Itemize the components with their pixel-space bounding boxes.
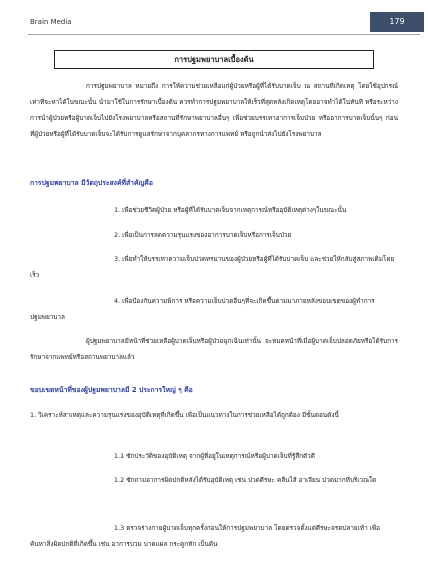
objective-item-4: 4. เพื่อป้องกันความพิการ หรือความเจ็บปวดอื่นๆที่จะเกิดขึ้นตามมาภายหลังขอบเขตของผู้ทำการปฐมพยาบาล	[30, 297, 375, 321]
scope-subitem-1-2: 1.2 ซักถามอาการผิดปกติหลังได้รับอุบัติเหตุ เช่น ปวดศีรษะ คลื่นไส้ อาเจียน ปวดมากที่บริเวณใด	[114, 476, 377, 484]
objective-item-1: 1. เพื่อช่วยชีวิตผู้ป่วย หรือผู้ที่ได้รับบาดเจ็บจากเหตุการณ์หรืออุบัติเหตุต่างๆในขณะนั้น	[114, 206, 347, 214]
scope-point-1: 1. วิเคราะห์สาเหตุและความรุนแรงของอุบัติเหตุที่เกิดขึ้น เพื่อเป็นแนวทางในการช่วยเหลือได้ถูกต้อง มีขั้นตอนดังนี้	[30, 411, 339, 419]
section-heading-scope: ขอบเขตหน้าที่ของผู้ปฐมพยาบาลมี 2 ประการใหญ่ ๆ คือ	[30, 386, 193, 394]
scope-subitem-1-3: 1.3 ตรวจร่างกายผู้บาดเจ็บทุกครั้งก่อนให้การปฐมพยาบาล โดยตรวจตั้งแต่ศีรษะจรดปลายเท้า เพื่อค้นหาสิ่งผิดปกติที่เกิดขึ้น เช่น อาการบวม บาดแผล กระดูกหัก เป็นต้น	[30, 524, 380, 548]
scope-subitem-1-1: 1.1 ซักประวัติของอุบัติเหตุ จากผู้ที่อยู่ในเหตุการณ์หรือผู้บาดเจ็บที่รู้สึกตัวดี	[114, 452, 315, 460]
page-title: การปฐมพยาบาลเบื้องต้น	[54, 50, 374, 69]
header-brand: Brain Media	[30, 18, 72, 26]
header-divider	[28, 34, 420, 35]
objective-item-2: 2. เพื่อเป็นการลดความรุนแรงของอาการบาดเจ็บหรือการเจ็บป่วย	[114, 231, 292, 239]
objective-item-3: 3. เพื่อทำให้บรรเทาความเจ็บปวดทรมานของผู้ป่วยหรือผู้ที่ได้รับบาดเจ็บ และช่วยให้กลับสู่สภาพเดิมโดยเร็ว	[30, 255, 395, 279]
intro-paragraph: การปฐมพยาบาล หมายถึง การให้ความช่วยเหลือแก่ผู้ป่วยหรือผู้ที่ได้รับบาดเจ็บ ณ สถานที่เกิดเหตุ โดยใช้อุปกรณ์เท่าที่จะหาได้ในขณะนั้น นำมาใช้ในการรักษาเบื้องต้น ควรทำการปฐมพยาบาลให้เร็วที่สุดหลังเกิดเหตุโดยอาจทำได้ในทันที หรือระหว่างการนำผู้ป่วยหรือผู้บาดเจ็บไปยังโรงพยาบาลหรือสถานที่รักษาพยาบาลอื่นๆ เพื่อช่วยบรรเทาอาการเจ็บป่วย หรืออาการบาดเจ็บนั้นๆ ก่อนที่ผู้ป่วยหรือผู้ที่ได้รับบาดเจ็บจะได้รับการดูแลรักษาจากบุคลากรทางการแพทย์ หรือถูกนำส่งไปยังโรงพยาบาล	[30, 82, 398, 138]
page-number-badge: 179	[370, 12, 424, 32]
section-heading-objectives: การปฐมพยาบาล มีวัตถุประสงค์ที่สำคัญคือ	[30, 179, 153, 187]
closing-paragraph: ผู้ปฐมพยาบาลมีหน้าที่ช่วยเหลือผู้บาดเจ็บหรือผู้ป่วยฉุกเฉินเท่านั้น จะหมดหน้าที่เมื่อผู้บาดเจ็บปลอดภัยหรือได้รับการรักษาจากแพทย์หรือสถานพยาบาลแล้ว	[30, 337, 398, 361]
